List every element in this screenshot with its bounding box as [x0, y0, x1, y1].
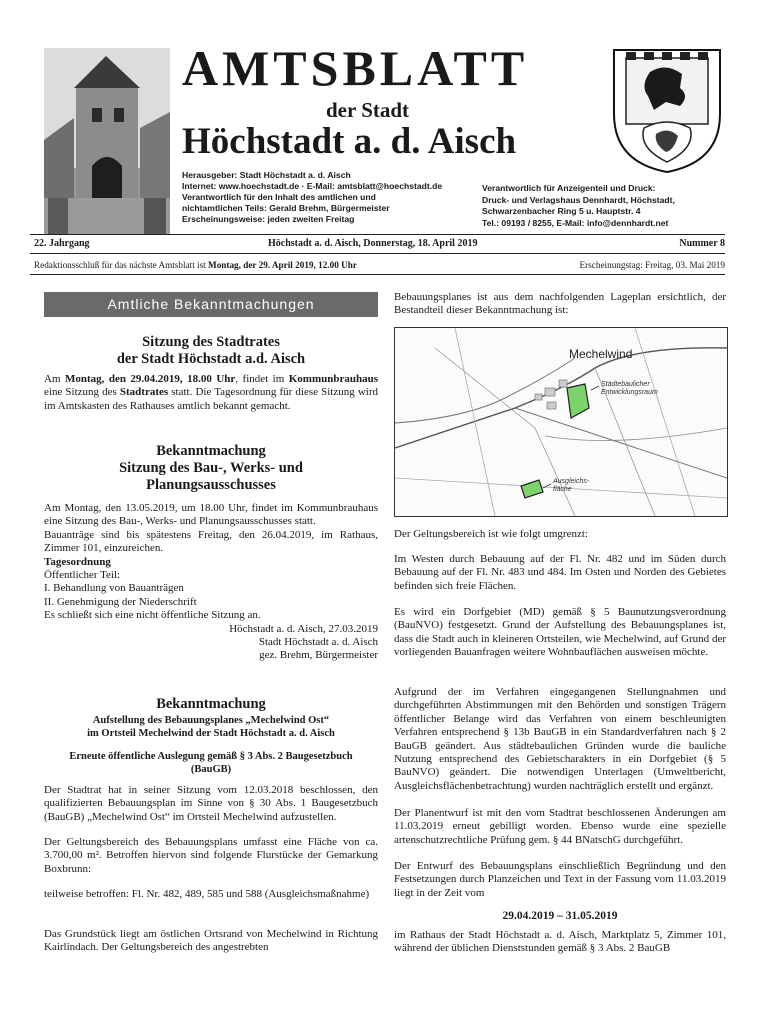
- publisher-info-right: [482, 183, 722, 229]
- site-map: [394, 327, 728, 517]
- paragraph: Im Westen durch Bebauung auf der Fl. Nr. 482 und im Süden durch Bebauung auf der Fl. Nr. 483 und 484. Im Osten und Norden des Gebietes befinden sich freie Flächen.: [394, 553, 726, 592]
- heading-line: der Stadt Höchstadt a.d. Aisch: [116, 351, 306, 367]
- tower-photo: [44, 48, 170, 234]
- signature-line: Höchstadt a. d. Aisch, 27.03.2019: [229, 622, 378, 635]
- zoning-paragraph: Der Stadtrat hat in seiner Sitzung vom 12.03.2018 beschlossen, den qualifizierten Bebauungsplan im Sinne von § 30 Abs. 1 Baugesetzbuch (BauGB) „Mechelwind Ost“ im Ortsteil Mechelwind aufzustellen.: [44, 784, 378, 823]
- committee-body: [44, 502, 378, 663]
- map-label-compensation: Ausgleichs-: [553, 478, 590, 485]
- signature-line: Stadt Höchstadt a. d. Aisch: [258, 636, 378, 649]
- zoning-paragraph: Das Grundstück liegt am östlichen Ortsrand von Mechelwind in Richtung Kairlindach. Der Geltungsbereich des angestrebten: [44, 928, 378, 954]
- map-label-village: Mechelwind: [569, 347, 633, 361]
- session-council-title: [44, 334, 378, 368]
- publisher-info-left: [182, 170, 482, 225]
- divider: [30, 253, 725, 254]
- committee-title: [44, 443, 378, 494]
- map-label-area: Entwicklungsraum: [601, 389, 658, 396]
- coat-of-arms-icon: [610, 44, 724, 174]
- publisher-line: Schwarzenbacher Ring 5 u. Hauptstr. 4: [482, 206, 641, 216]
- intro-paragraph: Bebauungsplanes ist aus dem nachfolgenden Lageplan ersichtlich, der Bestandteil dieser Bekanntmachung ist:: [394, 291, 726, 317]
- publisher-line: Verantwortlich für den Inhalt des amtlichen und: [182, 192, 376, 202]
- subtitle-line: Aufstellung des Bebauungsplanes „Mechelwind Ost“: [92, 715, 330, 726]
- publisher-line: nichtamtlichen Teils: Gerald Brehm, Bürgermeister: [182, 203, 390, 213]
- issue-date: Höchstadt a. d. Aisch, Donnerstag, 18. April 2019: [268, 238, 478, 249]
- publisher-line: Herausgeber: Stadt Höchstadt a. d. Aisch: [182, 170, 351, 180]
- deadline-date: Montag, der 29. April 2019, 12.00 Uhr: [208, 260, 357, 270]
- agenda-heading: Tagesordnung: [44, 555, 111, 568]
- zoning-subtitle: [44, 714, 378, 740]
- deadline-notice: [34, 260, 357, 270]
- text-run: , findet im: [235, 373, 289, 385]
- text-run: eine Sitzung des: [44, 386, 120, 399]
- deadline-prefix: Redaktionsschluß für das nächste Amtsblatt ist: [34, 260, 209, 270]
- subtitle-line: (BauGB): [190, 764, 232, 775]
- publisher-line: Druck- und Verlagshaus Dennhardt, Höchstadt,: [482, 194, 675, 205]
- heading-line: Planungsausschusses: [146, 477, 276, 493]
- zoning-paragraph: Der Geltungsbereich des Bebauungsplans umfasst eine Fläche von ca. 3.700,00 m². Betroffen hiervon sind folgende Flurstücke der Gemarkung Boxbrunn:: [44, 836, 378, 875]
- session-council-body: [44, 373, 378, 413]
- subtitle-line: im Ortsteil Mechelwind der Stadt Höchstadt a. d. Aisch: [87, 728, 335, 739]
- signature-line: gez. Brehm, Bürgermeister: [259, 649, 378, 662]
- map-label-area: Städtebaulicher: [601, 381, 650, 388]
- map-label-compensation: fläche: [553, 486, 572, 493]
- masthead-town: Höchstadt a. d. Aisch: [182, 121, 517, 162]
- section-header: Amtliche Bekanntmachungen: [44, 292, 378, 317]
- issue-number: Nummer 8: [679, 238, 725, 249]
- paragraph: Der Planentwurf ist mit den vom Stadtrat beschlossenen Änderungen am 11.03.2019 erneut gebilligt worden. Ebenso wurde eine spezielle artenschutzrechtliche Prüfung gem. § 44 BNatschG durchgeführt.: [394, 807, 726, 846]
- display-period: 29.04.2019 – 31.05.2019: [502, 910, 618, 922]
- agenda-item: Öffentlicher Teil:: [44, 569, 121, 582]
- paragraph: Bauanträge sind bis spätestens Freitag, den 26.04.2019, im Rathaus, Zimmer 101, einzureichen.: [44, 528, 378, 555]
- heading-line: Sitzung des Stadtrates: [142, 334, 280, 350]
- text-bold: Stadtrates: [119, 386, 169, 399]
- text-bold: Montag, den 29.04.2019, 18.00 Uhr: [64, 373, 236, 385]
- paragraph: Aufgrund der im Verfahren eingegangenen Stellungnahmen und durchgeführten Abstimmungen mit den Behörden und sonstigen Trägern öffentlicher Belange wird das Verfahren von einem beschleunigten Verfahren entsprechend § 13b BauGB in ein Standardverfahren nach § 2 BauGB geändert. Aus städtebaulichen Gründen wurde die bauliche Nutzung entsprechend des Gebietscharakters in ein Dorfgebiet (§ 5 BauNVO) geändert. Die notwendigen Unterlagen (Umweltbericht, Ausgleichsflächenbetrachtung) wurden nachträglich erstellt und ergänzt.: [394, 686, 726, 792]
- paragraph: Der Entwurf des Bebauungsplans einschließlich Begründung und den Festsetzungen durch Planzeichen und Text in der Fassung vom 11.03.2019 liegt in der Zeit vom: [394, 860, 726, 899]
- agenda-item: I. Behandlung von Bauanträgen: [44, 582, 184, 595]
- paragraph: im Rathaus der Stadt Höchstadt a. d. Aisch, Marktplatz 5, Zimmer 101, während der üblichen Dienststunden gemäß § 3 Abs. 2 BauGB: [394, 929, 726, 955]
- zoning-subtitle-2: [44, 750, 378, 776]
- heading-line: Sitzung des Bau-, Werks- und: [119, 460, 303, 476]
- text-run: statt. Die Tagesordnung für diese Sitzung wird im Amtskasten des Rathauses amtlich bekannt gemacht.: [44, 386, 378, 412]
- publisher-line: Internet: www.hoechstadt.de · E-Mail: amtsblatt@hoechstadt.de: [182, 181, 443, 191]
- zoning-title: Bekanntmachung: [156, 696, 266, 712]
- release-notice: Erscheinungstag: Freitag, 03. Mai 2019: [579, 260, 725, 270]
- scope-heading: Der Geltungsbereich ist wie folgt umgrenzt:: [394, 528, 588, 540]
- publisher-line: Erscheinungsweise: jeden zweiten Freitag: [182, 214, 355, 224]
- paragraph: Es wird ein Dorfgebiet (MD) gemäß § 5 Baunutzungsverordnung (BauNVO) festgesetzt. Grund der Aufstellung des Bebauungsplanes ist, dass die Stadt auch in kleineren Ortsteilen, wie Mechelwind, auf Grund der vorliegenden Bauanfragen weitere Wohnbauflächen ausweisen möchte.: [394, 606, 726, 659]
- agenda-item: Es schließt sich eine nicht öffentliche Sitzung an.: [44, 609, 261, 622]
- zoning-paragraph: teilweise betroffen: Fl. Nr. 482, 489, 585 und 588 (Ausgleichsmaßnahme): [44, 888, 370, 900]
- divider: [30, 274, 725, 275]
- text-bold: Kommunbrauhaus: [288, 373, 378, 385]
- jahrgang: 22. Jahrgang: [34, 238, 90, 249]
- agenda-item: II. Genehmigung der Niederschrift: [44, 595, 197, 608]
- masthead-title: AMTSBLATT: [182, 40, 529, 96]
- heading-line: Bekanntmachung: [156, 443, 266, 459]
- masthead-der-stadt: der Stadt: [326, 98, 410, 122]
- paragraph: Am Montag, den 13.05.2019, um 18.00 Uhr, findet im Kommunbrauhaus eine Sitzung des Bau-, Werks- und Planungsausschusses statt.: [44, 502, 378, 528]
- subtitle-line: Erneute öffentliche Auslegung gemäß § 3 Abs. 2 Baugesetzbuch: [69, 751, 353, 762]
- publisher-line: Tel.: 09193 / 8255, E-Mail: info@dennhardt.net: [482, 217, 669, 228]
- divider: [30, 234, 725, 235]
- publisher-line: Verantwortlich für Anzeigenteil und Druck:: [482, 183, 656, 193]
- text-run: Am: [44, 373, 65, 385]
